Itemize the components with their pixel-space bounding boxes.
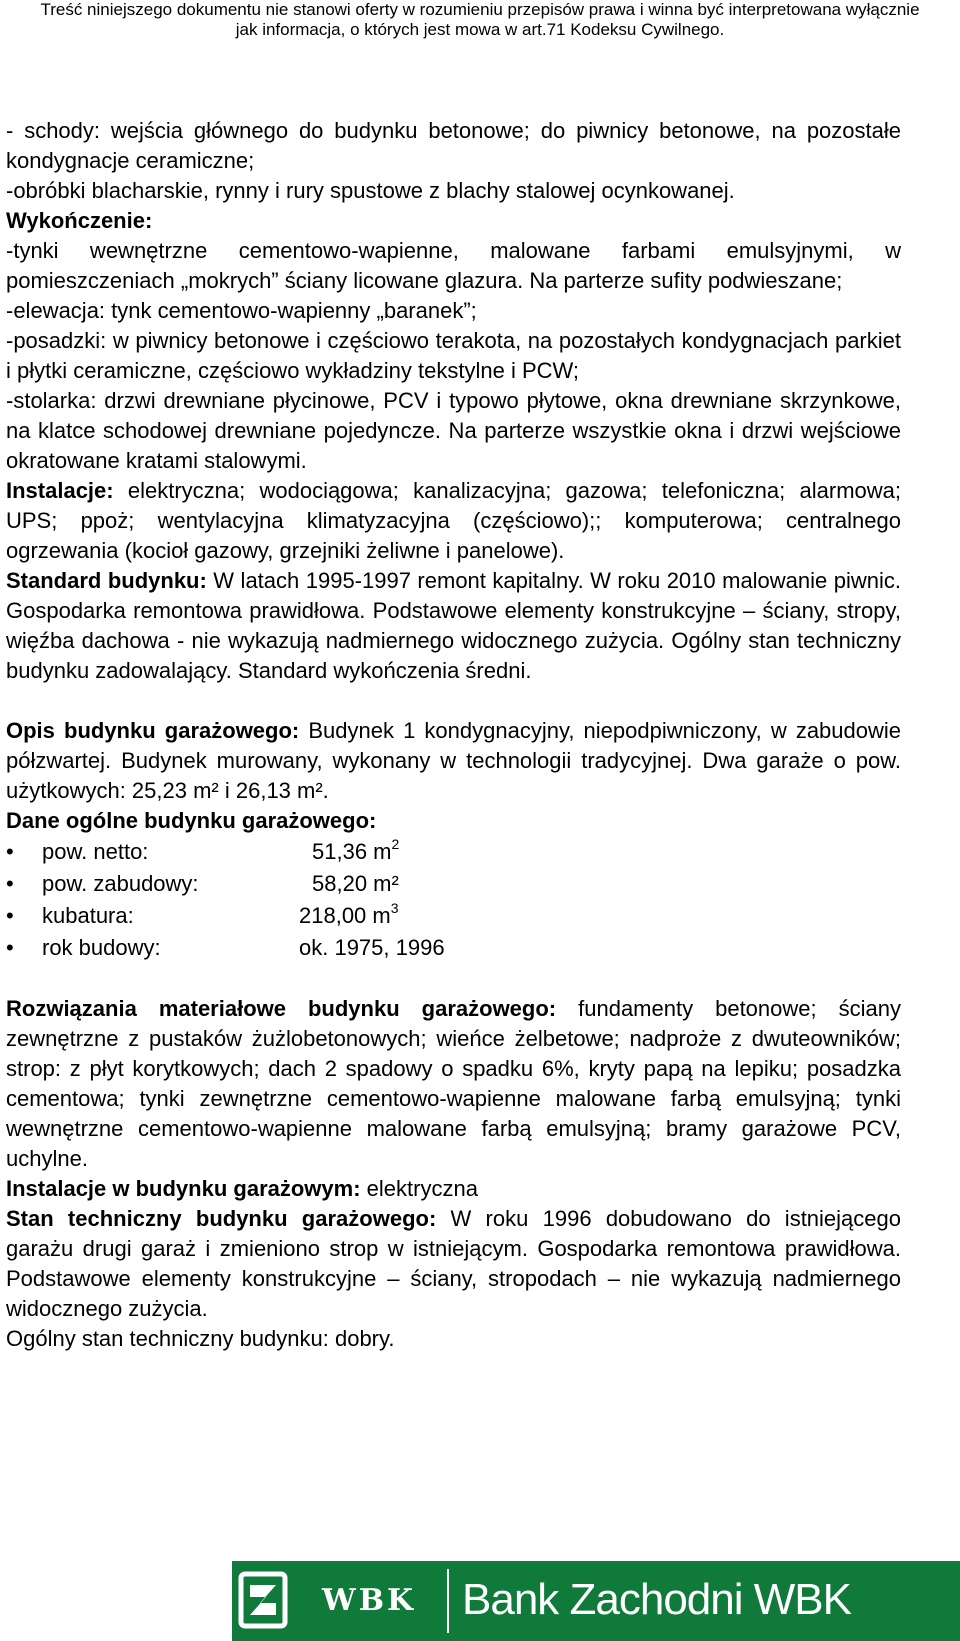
stat-label: pow. netto: — [42, 839, 149, 864]
stolarka-paragraph: -stolarka: drzwi drewniane płycinowe, PCV i typowo płytowe, okna drewniane skrzynkowe, na klatce schodowej drewniane pojedyncze. Na parterze wszystkie okna i drzwi wejściowe okratowane kratami stalowymi. — [6, 388, 901, 473]
rozwiazania-paragraph — [6, 994, 901, 1174]
rozwiazania-label: Rozwiązania materiałowe budynku garażowego: — [6, 996, 557, 1021]
bank-emblem-icon — [238, 1571, 288, 1629]
wykonczenie-label: Wykończenie: — [6, 208, 153, 233]
list-item — [6, 932, 901, 964]
stan-techniczny-label: Stan techniczny budynku garażowego: — [6, 1206, 437, 1231]
dane-ogolne-label: Dane ogólne budynku garażowego: — [6, 808, 377, 833]
stat-value — [299, 900, 399, 932]
list-item — [6, 868, 901, 900]
standard-label: Standard budynku: — [6, 568, 207, 593]
obrobki-paragraph: -obróbki blacharskie, rynny i rury spustowe z blachy stalowej ocynkowanej. — [6, 178, 735, 203]
stat-value — [312, 836, 399, 868]
instalacje-paragraph — [6, 476, 901, 566]
logo-divider — [447, 1569, 449, 1633]
document-body — [6, 116, 901, 1354]
instalacje-label: Instalacje: — [6, 478, 114, 503]
stat-label: rok budowy: — [42, 935, 161, 960]
stat-label: pow. zabudowy: — [42, 871, 199, 896]
disclaimer-line-2: jak informacja, o których jest mowa w art.71 Kodeksu Cywilnego. — [235, 20, 725, 39]
stat-value-sup: 2 — [391, 835, 400, 852]
wbk-wordmark: WBK — [322, 1583, 417, 1618]
garage-description-text: Budynek 1 kondygnacyjny, niepodpiwniczony, w zabudowie półzwartej. Budynek murowany, wykonany w technologii tradycyjnej. Dwa garaże o pow. użytkowych: 25,23 m² i 26,13 m². — [6, 718, 902, 803]
instalacje-garaz-label: Instalacje w budynku garażowym: — [6, 1176, 361, 1201]
instalacje-garaz-paragraph — [6, 1174, 901, 1204]
elewacja-paragraph: -elewacja: tynk cementowo-wapienny „baranek”; — [6, 298, 477, 323]
garage-description-paragraph — [6, 716, 901, 806]
stat-value-text: 58,20 m² — [312, 871, 399, 896]
stan-techniczny-text: W roku 1996 dobudowano do istniejącego garażu drugi garaż i zmieniono strop w istniejącym. Gospodarka remontowa prawidłowa. Podstawowe elementy konstrukcyjne – ściany, stropodach – nie wykazują nadmiernego widocznego zużycia. — [6, 1206, 901, 1321]
tynki-paragraph: -tynki wewnętrzne cementowo-wapienne, malowane farbami emulsyjnymi, w pomieszczeniach „mokrych” ściany licowane glazura. Na parterze sufity podwieszane; — [6, 238, 901, 293]
stat-value-text: 218,00 m — [299, 903, 391, 928]
bank-name: Bank Zachodni WBK — [462, 1575, 851, 1624]
bullet-icon: • — [6, 839, 14, 864]
list-item — [6, 900, 901, 932]
stat-value — [312, 868, 399, 900]
dane-ogolne-heading — [6, 806, 901, 836]
ogolny-stan-paragraph: Ogólny stan techniczny budynku: dobry. — [6, 1326, 395, 1351]
disclaimer-line-1: Treść niniejszego dokumentu nie stanowi oferty w rozumieniu przepisów prawa i winna być interpretowana wyłącznie — [40, 0, 920, 19]
bullet-icon: • — [6, 935, 14, 960]
spacer — [6, 964, 901, 994]
stat-value-text: ok. 1975, 1996 — [299, 935, 445, 960]
bullet-icon: • — [6, 871, 14, 896]
standard-text: W latach 1995-1997 remont kapitalny. W roku 2010 malowanie piwnic. Gospodarka remontowa prawidłowa. Podstawowe elementy konstrukcyjne – ściany, stropy, więźba dachowa - nie wykazują nadmiernego widocznego zużycia. Ogólny stan techniczny budynku zadowalający. Standard wykończenia średni. — [6, 568, 902, 683]
rozwiazania-text: fundamenty betonowe; ściany zewnętrzne z pustaków żużlobetonowych; wieńce żelbetowe; nadproże z dwuteowników; strop: z płyt korytkowych; dach 2 spadowy o spadku 6%, kryty papą na lepiku; posadzka cementowa; tynki zewnętrzne cementowo-wapienne malowane farbą emulsyjną; tynki wewnętrzne cementowo-wapienne malowane farbą emulsyjną; bramy garażowe PCV, uchylne. — [6, 996, 901, 1171]
schody-paragraph: - schody: wejścia głównego do budynku betonowe; do piwnicy betonowe, na pozostałe kondygnacje ceramiczne; — [6, 118, 901, 173]
garage-stats-list — [6, 836, 901, 964]
wykonczenie-heading — [6, 206, 901, 236]
posadzki-paragraph: -posadzki: w piwnicy betonowe i częściowo terakota, na pozostałych kondygnacjach parkiet i płytki ceramiczne, częściowo wykładziny tekstylne i PCW; — [6, 328, 901, 383]
stat-value — [299, 932, 445, 964]
bank-logo — [232, 1561, 960, 1641]
stan-techniczny-paragraph — [6, 1204, 901, 1324]
instalacje-text: elektryczna; wodociągowa; kanalizacyjna; gazowa; telefoniczna; alarmowa; UPS; ppoż; wentylacyjna klimatyzacyjna (częściowo);; komputerowa; centralnego ogrzewania (kocioł gazowy, grzejniki żeliwne i panelowe). — [6, 478, 901, 563]
spacer — [6, 686, 901, 716]
stat-value-text: 51,36 m — [312, 839, 392, 864]
garage-description-label: Opis budynku garażowego: — [6, 718, 300, 743]
standard-paragraph — [6, 566, 901, 686]
instalacje-garaz-text: elektryczna — [360, 1176, 478, 1201]
stat-label: kubatura: — [42, 903, 134, 928]
disclaimer-header — [0, 0, 960, 40]
list-item — [6, 836, 901, 868]
stat-value-sup: 3 — [390, 899, 399, 916]
bullet-icon: • — [6, 903, 14, 928]
